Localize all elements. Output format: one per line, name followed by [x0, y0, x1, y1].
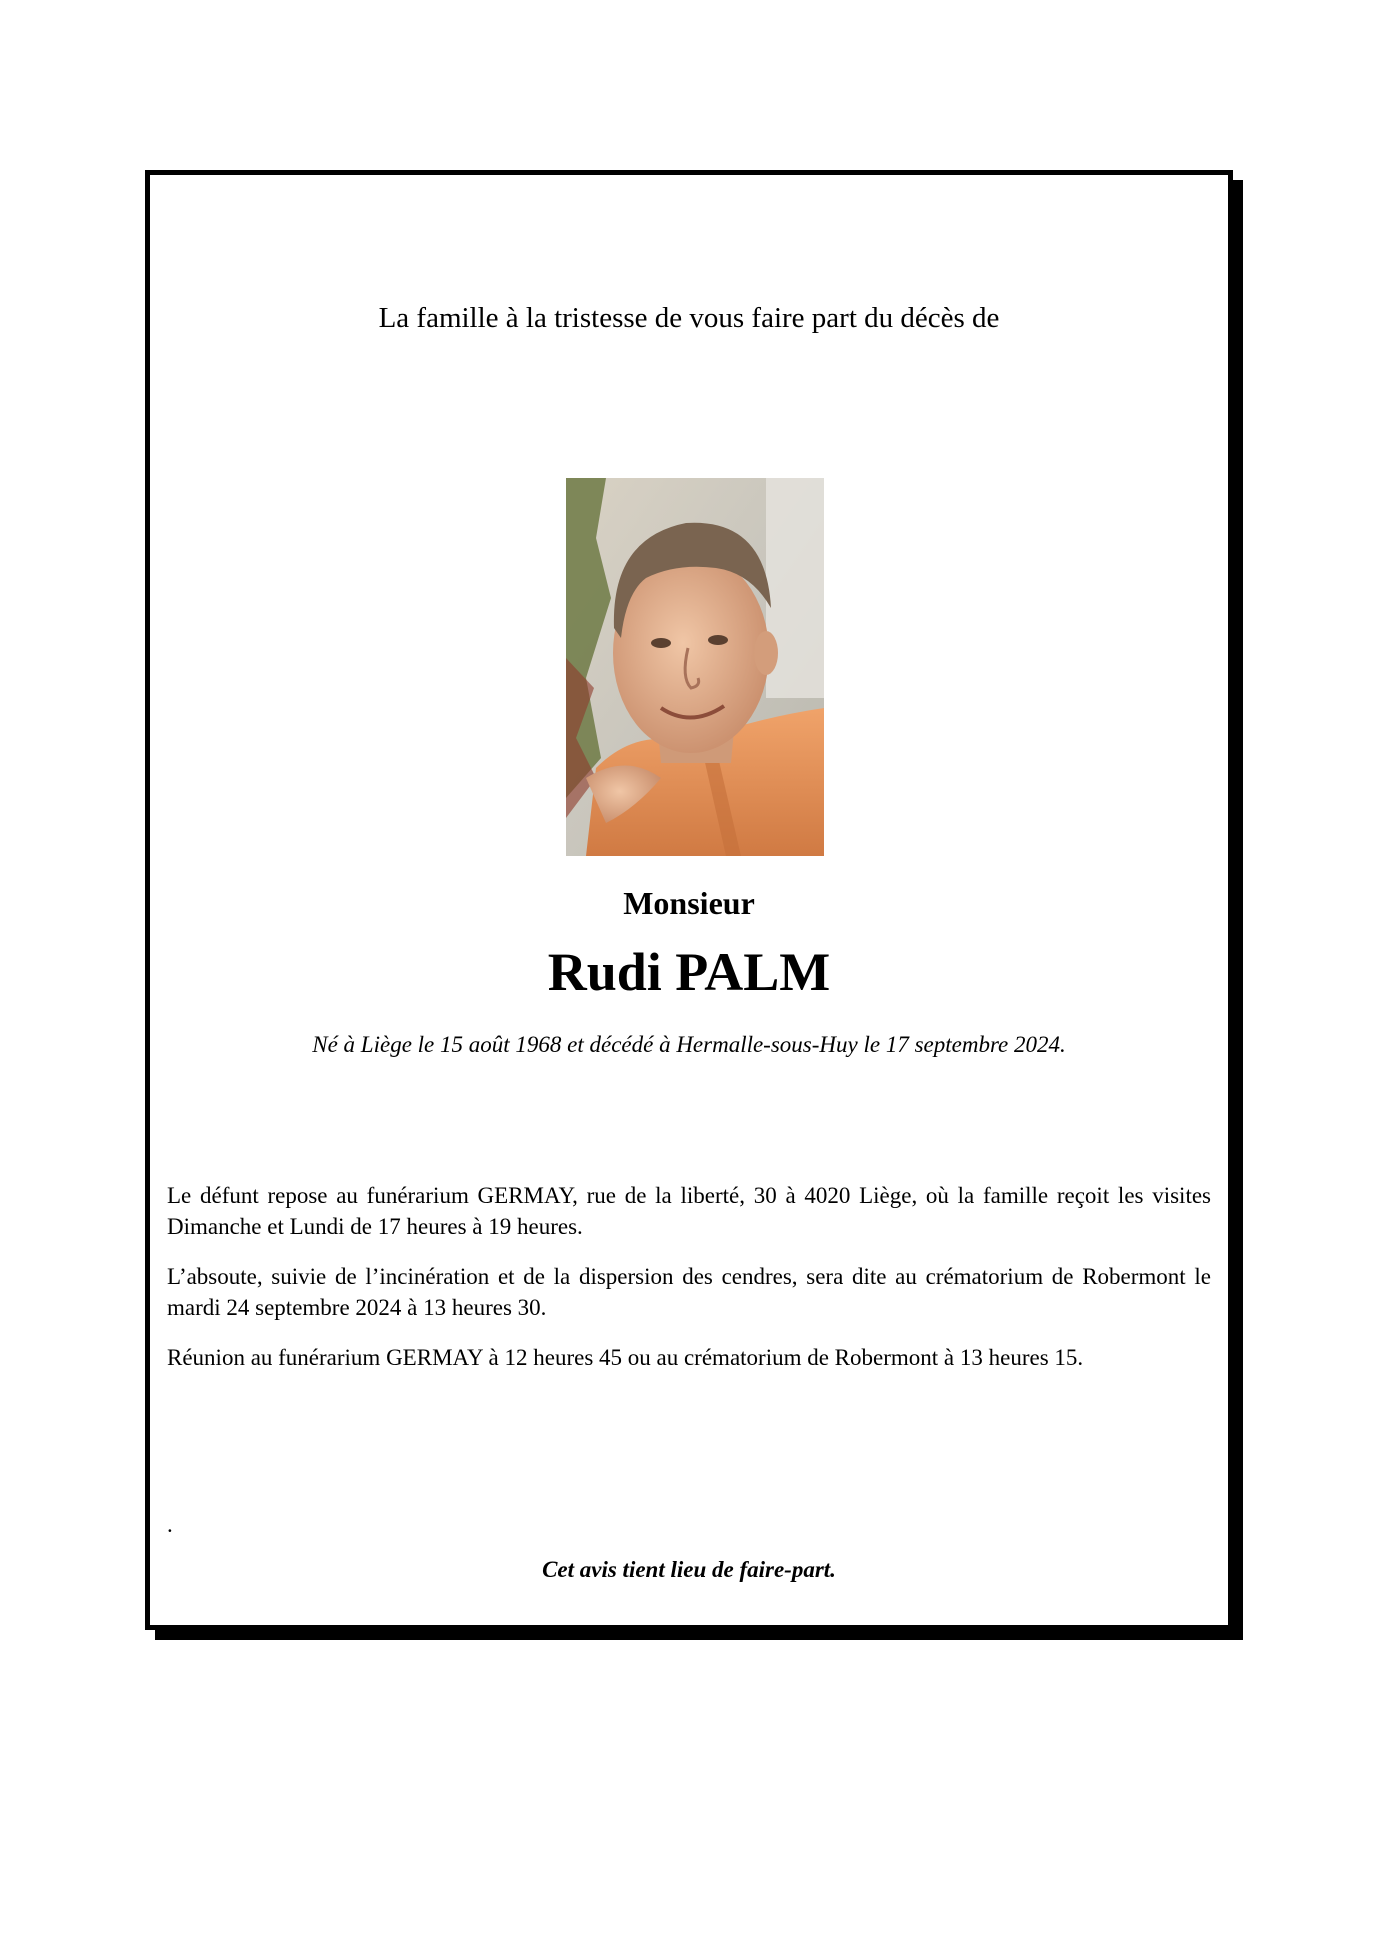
- closing-statement: Cet avis tient lieu de faire-part.: [542, 1557, 836, 1582]
- honorific-title: Monsieur: [623, 885, 755, 921]
- death-notice-card: [145, 170, 1233, 1630]
- meeting-paragraph: Réunion au funérarium GERMAY à 12 heures 45 ou au crématorium de Robermont à 13 heures 15.: [167, 1345, 1084, 1370]
- ceremony-paragraph: L’absoute, suivie de l’incinération et de la dispersion des cendres, sera dite au crématorium de Robermont le mardi 24 septembre 2024 à 13 heures 30.: [167, 1264, 1211, 1320]
- portrait-photo: [566, 478, 824, 856]
- stray-mark: .: [167, 1512, 173, 1537]
- viewing-paragraph: Le défunt repose au funérarium GERMAY, rue de la liberté, 30 à 4020 Liège, où la famille reçoit les visites Dimanche et Lundi de 17 heures à 19 heures.: [167, 1183, 1211, 1239]
- birth-death-dates: Né à Liège le 15 août 1968 et décédé à Hermalle-sous-Huy le 17 septembre 2024.: [312, 1032, 1066, 1057]
- service-details: [167, 1180, 1211, 1392]
- deceased-name: Rudi PALM: [547, 942, 831, 1002]
- announcement-intro: La famille à la tristesse de vous faire part du décès de: [378, 302, 1000, 334]
